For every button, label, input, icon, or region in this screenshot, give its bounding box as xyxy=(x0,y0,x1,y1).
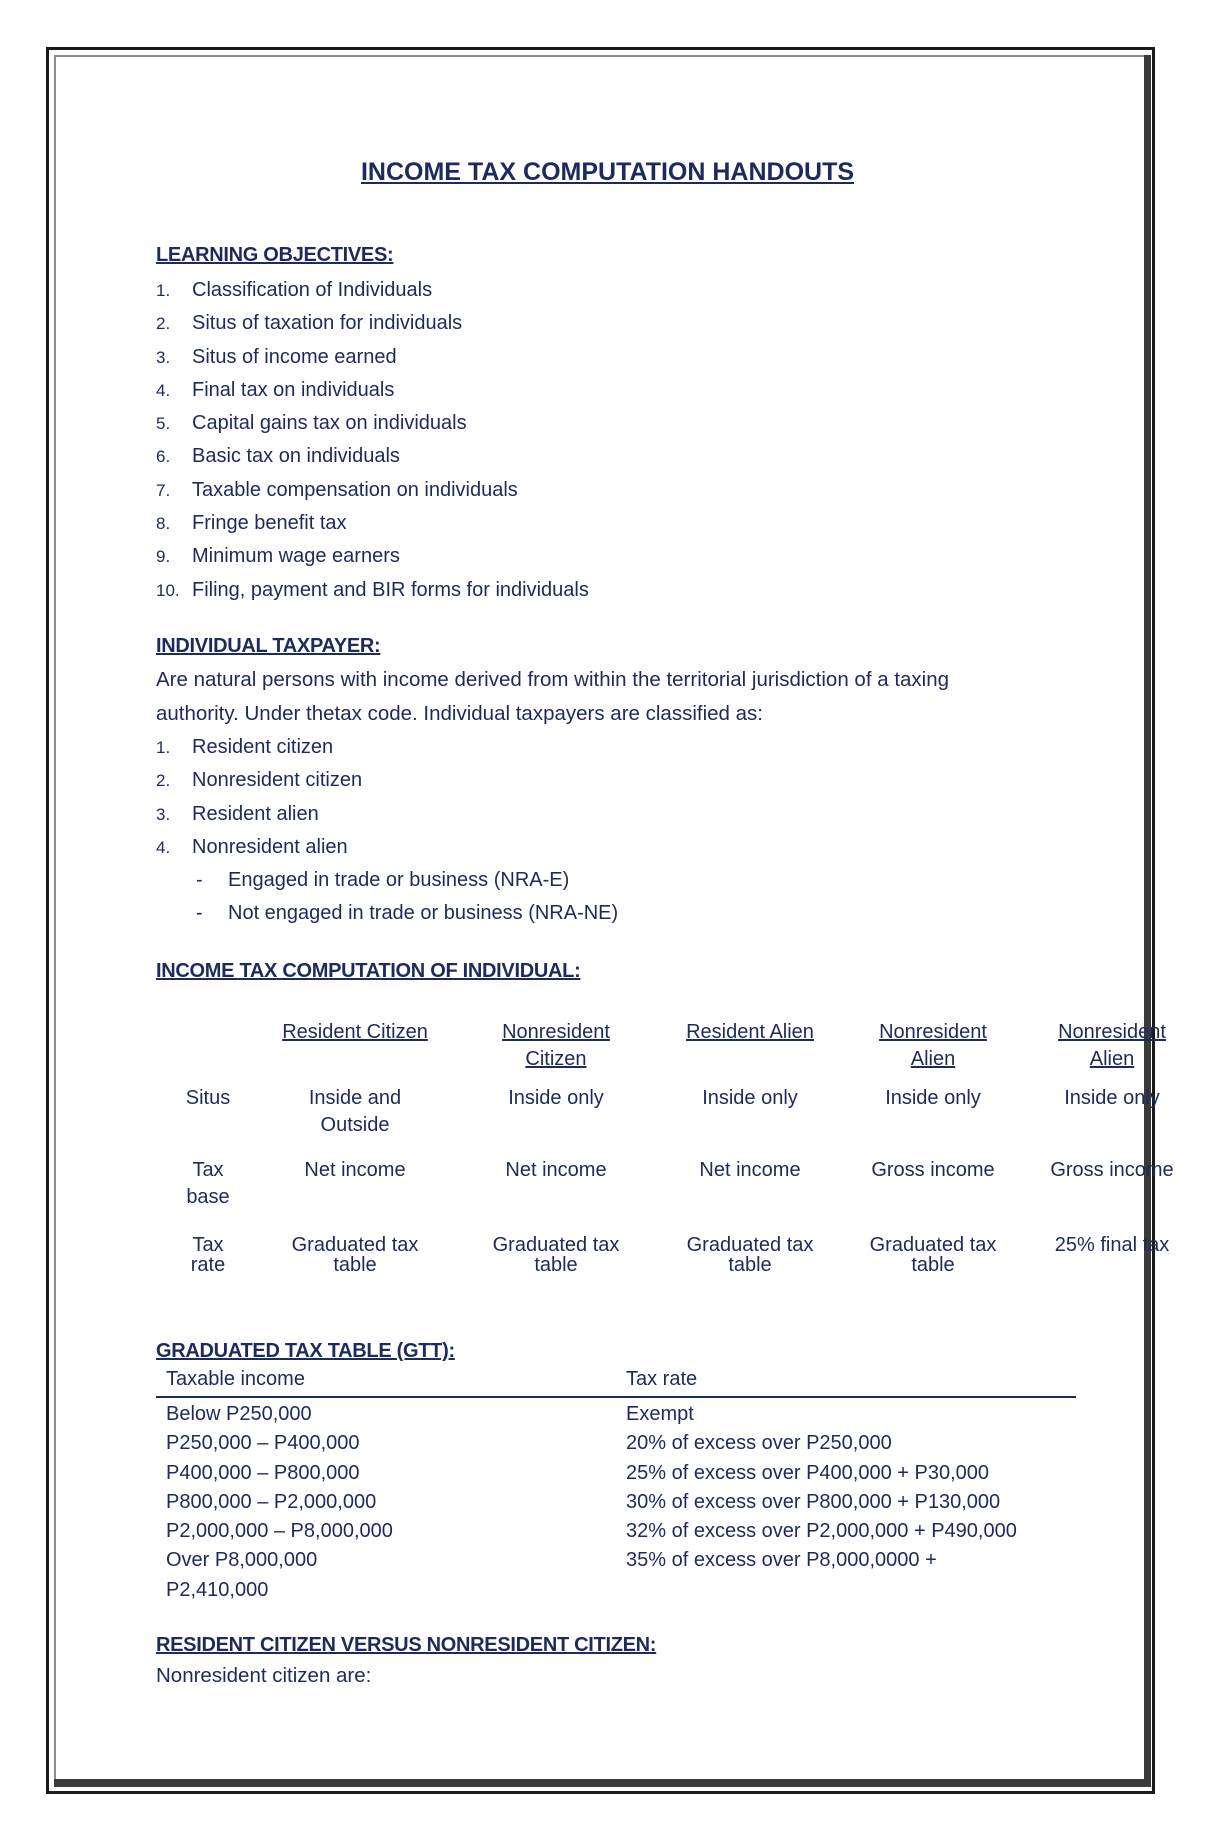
row-label-line: rate xyxy=(190,1254,226,1276)
list-item xyxy=(156,274,589,307)
table-row: P250,000 – P400,000 xyxy=(166,1432,360,1455)
cell-line: table xyxy=(728,1254,772,1276)
cell-line: Gross income xyxy=(1050,1159,1174,1181)
list-item xyxy=(156,540,589,573)
list-text: Resident citizen xyxy=(192,736,334,758)
list-item xyxy=(156,440,589,473)
list-number: 6. xyxy=(156,447,171,467)
rc-vs-nrc-text: Nonresident citizen are: xyxy=(156,1664,372,1687)
list-item xyxy=(156,341,589,374)
list-text: Filing, payment and BIR forms for individuals xyxy=(192,578,589,601)
computation-heading: INCOME TAX COMPUTATION OF INDIVIDUAL: xyxy=(156,960,581,982)
individual-taxpayer-paragraph: Are natural persons with income derived from within the territorial jurisdiction of a taxing authority. Under thetax code. Individual taxpayers are classified as: xyxy=(156,668,950,725)
list-number: 2. xyxy=(156,314,171,334)
table-cell xyxy=(833,1157,1033,1184)
taxpayer-classes-list xyxy=(156,731,362,864)
column-header-line: Resident Alien xyxy=(686,1021,814,1043)
column-header-line: Nonresident xyxy=(1058,1021,1166,1043)
table-cell xyxy=(456,1235,656,1275)
cell-line: Graduated tax xyxy=(869,1234,997,1256)
list-item xyxy=(156,474,589,507)
page-frame-shadow-bottom xyxy=(54,1779,1151,1787)
list-number: 1. xyxy=(156,281,171,300)
table-cell xyxy=(1012,1235,1212,1255)
row-label-line: base xyxy=(186,1186,230,1208)
table-cell xyxy=(650,1157,850,1184)
list-text: Basic tax on individuals xyxy=(192,445,400,468)
table-cell xyxy=(833,1085,1033,1112)
cell-line: table xyxy=(333,1254,377,1276)
list-item xyxy=(156,374,589,407)
table-cell-clip xyxy=(1040,1157,1174,1187)
table-row: 35% of excess over P8,000,0000 + xyxy=(626,1549,937,1572)
cell-line: Inside only xyxy=(885,1087,981,1109)
list-text: Taxable compensation on individuals xyxy=(192,478,518,501)
table-row xyxy=(626,1576,1017,1605)
list-number: 9. xyxy=(156,547,171,567)
list-number: 3. xyxy=(156,347,171,367)
table-row: P2,000,000 – P8,000,000 xyxy=(166,1520,393,1543)
list-text: Capital gains tax on individuals xyxy=(192,412,467,435)
row-label-tax-rate xyxy=(158,1235,258,1275)
gtt-rate-column xyxy=(626,1400,1017,1605)
cell-line: table xyxy=(534,1254,578,1276)
gtt-income-column xyxy=(166,1400,393,1605)
document-title: INCOME TAX COMPUTATION HANDOUTS xyxy=(360,158,855,186)
dash-bullet: - xyxy=(196,902,203,925)
list-item xyxy=(156,798,362,831)
table-cell-clip xyxy=(1040,1085,1160,1115)
nonresident-alien-sublist xyxy=(196,864,618,931)
list-text: Nonresident alien xyxy=(192,835,348,858)
table-row: 25% of excess over P400,000 + P30,000 xyxy=(626,1461,990,1484)
gtt-header-rule xyxy=(156,1396,1076,1398)
column-header-resident-alien xyxy=(650,1019,850,1046)
row-label-situs xyxy=(158,1085,258,1112)
table-cell xyxy=(833,1235,1033,1275)
list-item xyxy=(196,897,618,930)
list-text: Final tax on individuals xyxy=(192,378,395,401)
table-row: Exempt xyxy=(626,1403,694,1425)
list-number: 7. xyxy=(156,480,171,500)
list-text: Situs of income earned xyxy=(192,345,397,368)
list-text: Nonresident citizen xyxy=(192,769,363,792)
column-header-nonresident-citizen xyxy=(456,1019,656,1073)
table-row: Over P8,000,000 xyxy=(166,1549,318,1572)
table-cell xyxy=(255,1085,455,1139)
list-text: Fringe benefit tax xyxy=(192,512,347,535)
table-row: 30% of excess over P800,000 + P130,000 xyxy=(626,1490,1001,1513)
list-number: 4. xyxy=(156,380,171,400)
list-number: 5. xyxy=(156,414,171,434)
table-row: P800,000 – P2,000,000 xyxy=(166,1490,377,1513)
learning-objectives-list xyxy=(156,274,589,607)
list-number: 10. xyxy=(156,580,180,600)
table-cell xyxy=(1012,1157,1212,1184)
list-item xyxy=(156,307,589,340)
list-item xyxy=(156,764,362,797)
table-cell-clip xyxy=(1040,1234,1170,1260)
list-text: Engaged in trade or business (NRA-E) xyxy=(228,869,570,891)
list-item xyxy=(196,864,618,897)
cell-line: Inside only xyxy=(508,1087,604,1109)
cell-line: Gross income xyxy=(871,1159,995,1181)
cell-line: Inside only xyxy=(702,1087,798,1109)
row-label-tax-base xyxy=(158,1157,258,1211)
page-frame-shadow-right xyxy=(1144,55,1151,1786)
list-item xyxy=(156,507,589,540)
dash-bullet: - xyxy=(196,869,203,891)
cell-line: Outside xyxy=(320,1114,390,1136)
list-item xyxy=(156,831,362,864)
list-number: 8. xyxy=(156,514,171,534)
column-header-line: Nonresident xyxy=(879,1021,987,1043)
table-cell xyxy=(650,1085,850,1112)
rc-vs-nrc-heading: RESIDENT CITIZEN VERSUS NONRESIDENT CITIZEN: xyxy=(156,1634,657,1656)
list-text: Resident alien xyxy=(192,802,319,825)
column-header-line: Resident Citizen xyxy=(282,1021,428,1043)
column-header-line: Citizen xyxy=(525,1048,587,1070)
column-header-nonresident-alien xyxy=(833,1019,1033,1073)
table-cell xyxy=(1012,1085,1212,1112)
table-cell xyxy=(255,1235,455,1275)
list-text: Not engaged in trade or business (NRA-NE) xyxy=(228,902,619,925)
gtt-col-header-income: Taxable income xyxy=(166,1368,305,1390)
cell-line: Inside only xyxy=(1064,1087,1160,1109)
table-cell xyxy=(650,1235,850,1275)
cell-line: Net income xyxy=(505,1159,607,1181)
column-header-nonresident-alien-2 xyxy=(1012,1019,1212,1073)
list-text: Minimum wage earners xyxy=(192,545,400,568)
column-header-line: Nonresident xyxy=(502,1021,610,1043)
row-label-line: Situs xyxy=(185,1087,231,1109)
table-row: P400,000 – P800,000 xyxy=(166,1461,360,1484)
list-number: 2. xyxy=(156,771,171,791)
table-row: P2,410,000 xyxy=(166,1578,269,1601)
list-item xyxy=(156,731,362,764)
cell-line: Net income xyxy=(699,1159,801,1181)
list-number: 4. xyxy=(156,837,171,857)
list-number: 1. xyxy=(156,738,171,757)
row-label-line: Tax xyxy=(192,1159,224,1181)
table-cell xyxy=(456,1157,656,1184)
table-row: Below P250,000 xyxy=(166,1403,312,1425)
column-header-line: Alien xyxy=(1089,1048,1135,1070)
cell-line: Net income xyxy=(304,1159,406,1181)
table-cell xyxy=(456,1085,656,1112)
cell-line: 25% final tax xyxy=(1054,1234,1170,1256)
column-header-nonresident-alien-clip xyxy=(1040,1019,1166,1079)
list-number: 3. xyxy=(156,804,171,824)
table-row: 20% of excess over P250,000 xyxy=(626,1432,892,1455)
list-text: Situs of taxation for individuals xyxy=(192,312,463,335)
column-header-resident-citizen xyxy=(255,1019,455,1046)
cell-line: Graduated tax xyxy=(686,1234,814,1256)
list-item xyxy=(156,574,589,607)
learning-objectives-heading: LEARNING OBJECTIVES: xyxy=(156,244,394,266)
cell-line: Graduated tax xyxy=(492,1234,620,1256)
cell-line: Graduated tax xyxy=(291,1234,419,1256)
table-row: 32% of excess over P2,000,000 + P490,000 xyxy=(626,1520,1017,1543)
cell-line: table xyxy=(911,1254,955,1276)
gtt-col-header-rate: Tax rate xyxy=(626,1368,698,1390)
cell-line: Inside and xyxy=(308,1087,402,1109)
table-cell xyxy=(255,1157,455,1184)
list-item xyxy=(156,407,589,440)
column-header-line: Alien xyxy=(910,1048,956,1070)
individual-taxpayer-heading: INDIVIDUAL TAXPAYER: xyxy=(156,635,381,657)
row-label-line: Tax xyxy=(192,1234,224,1256)
list-text: Classification of Individuals xyxy=(192,279,433,301)
gtt-heading: GRADUATED TAX TABLE (GTT): xyxy=(156,1340,455,1362)
